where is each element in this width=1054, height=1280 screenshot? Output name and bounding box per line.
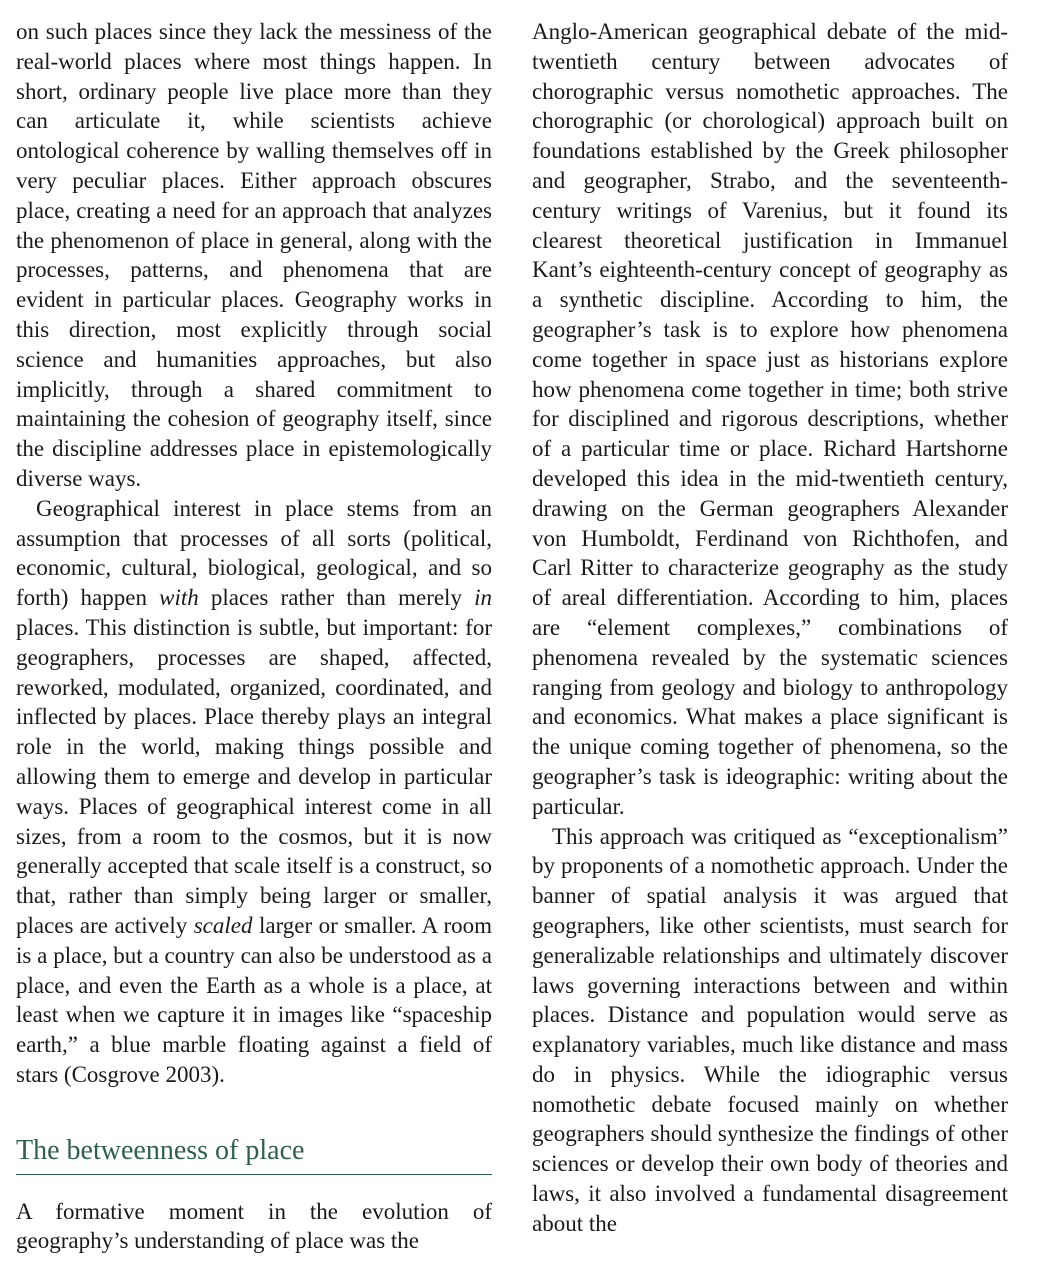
italic-text: in [474,585,493,611]
text-run: places rather than merely [198,585,475,611]
body-paragraph: Anglo-American geographical debate of the mid-twentieth century between advocates of chorographic versus nomothetic approaches. The chorographic (or chorological) approach built on foundations established by the Greek philosopher and geographer, Strabo, and the seventeenth-century writings of Varenius, but it found its clearest theoretical justification in Immanuel Kant’s eighteenth-century concept of geography as a synthetic discipline. According to him, the geographer’s task is to explore how phenomena come together in space just as historians explore how phenomena come together in time; both strive for disciplined and rigorous descriptions, whether of a particular time or place. Richard Hartshorne developed this idea in the mid-twentieth century, drawing on the German geographers Alexander von Humboldt, Ferdinand von Richthofen, and Carl Ritter to characterize geography as the study of areal differentiation. According to him, places are “element complexes,” combinations of phenomena revealed by the systematic sciences ranging from geology and biology to anthropology and economics. What makes a place significant is the unique coming together of phenomena, so the geographer’s task is ideographic: writing about the particular. [532,19,1008,819]
body-paragraph [16,494,492,1090]
section-heading: The betweenness of place [16,1134,492,1175]
left-column [16,17,492,1256]
italic-text: scaled [193,912,253,938]
text-run: Geographical interest in place stems from an assumption that processes of all sorts (political, economic, cultural, biological, geological, and so forth) happen [16,495,492,611]
text-run: places. This distinction is subtle, but important: for geographers, processes are shaped, affected, reworked, modulated, organized, coordinated, and inflected by places. Place thereby plays an integral role in the world, making things possible and allowing them to emerge and develop in particular ways. Places of geographical interest come in all sizes, from a room to the cosmos, but it is now generally accepted that scale itself is a construct, so that, rather than simply being larger or smaller, places are actively [16,614,492,938]
italic-text: with [159,585,199,611]
body-paragraph: This approach was critiqued as “exceptionalism” by proponents of a nomothetic approach. Under the banner of spatial analysis it was argued that geographers, like other scientists, must search for generalizable relationships and ultimately discover laws governing interactions between and within places. Distance and population would serve as explanatory variables, much like distance and mass do in physics. While the idiographic versus nomothetic debate focused mainly on whether geographers should synthesize the findings of other sciences or develop their own body of theories and laws, it also involved a fundamental disagreement about the [532,823,1008,1236]
body-paragraph: on such places since they lack the messiness of the real-world places where most things happen. In short, ordinary people live place more than they can articulate it, while scientists achieve ontological coherence by walling themselves off in very peculiar places. Either approach obscures place, creating a need for an approach that analyzes the phenomenon of place in general, along with the processes, patterns, and phenomena that are evident in particular places. Geography works in this direction, most explicitly through social science and humanities approaches, but also implicitly, through a shared commitment to maintaining the cohesion of geography itself, since the discipline addresses place in epistemologically diverse ways. [16,19,492,491]
right-column [532,17,1008,1239]
body-paragraph: A formative moment in the evolution of geography’s understanding of place was the [16,1198,492,1254]
text-run: larger or smaller. A room is a place, but a country can also be understood as a place, and even the Earth as a whole is a place, at least when we capture it in images like “spaceship earth,” a blue marble floating against a field of stars (Cosgrove 2003). [16,912,492,1087]
